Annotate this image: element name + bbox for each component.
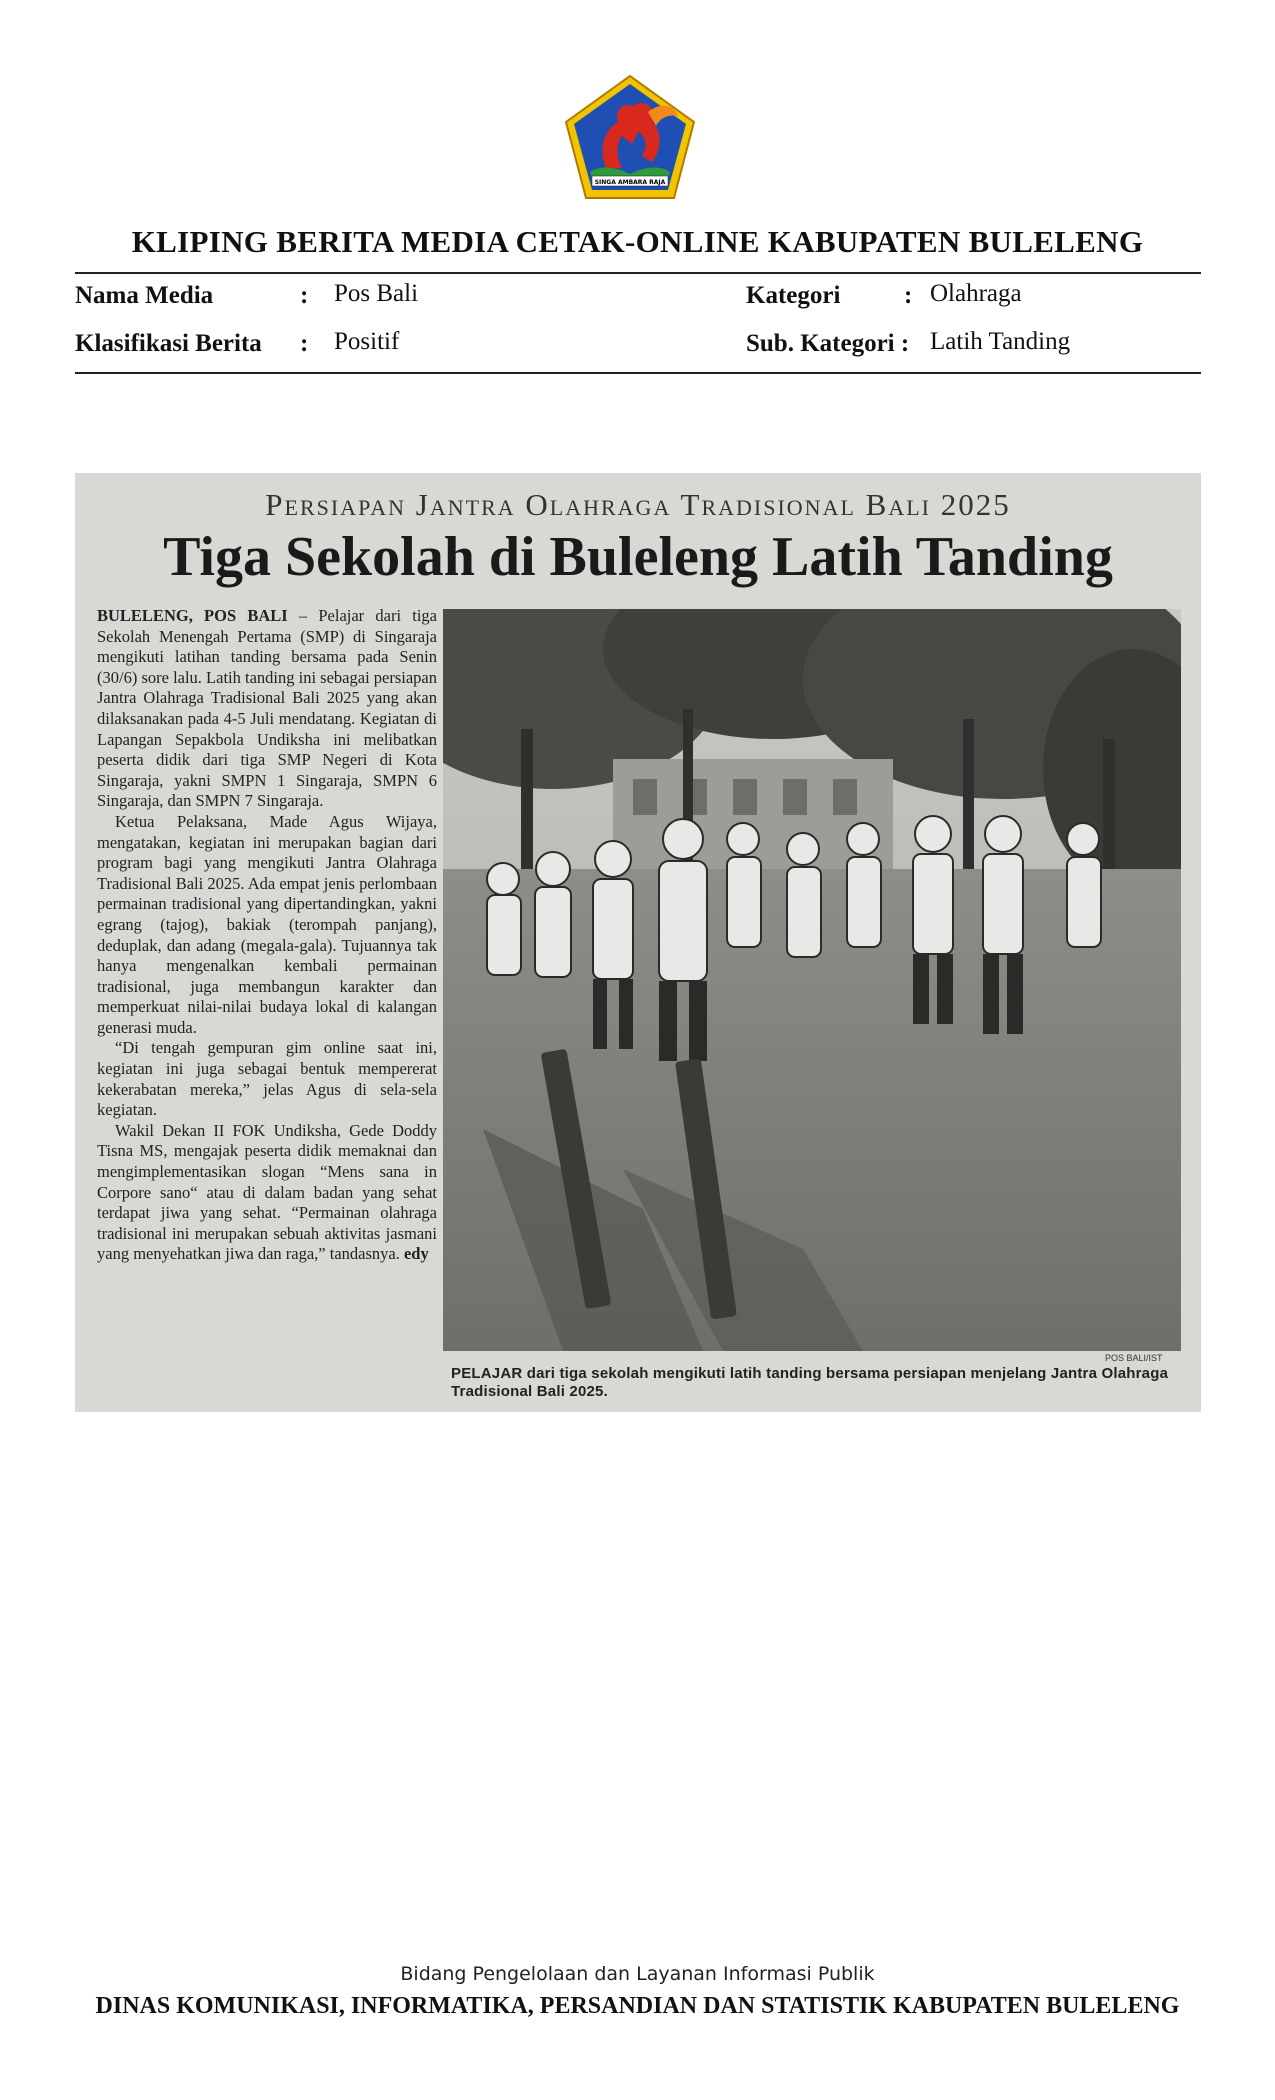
article-paragraph-1: BULELENG, POS BALI – Pelajar dari tiga Sekolah Menengah Pertama (SMP) di Singaraja mengikuti latihan tanding bersama pada Senin (30/6) sore lalu. Latih tanding ini sebagai persiapan Jantra Olahraga Tradisional Bali 2025 yang akan dilaksanakan pada 4-5 Juli mendatang. Kegiatan di Lapangan Sepakbola Undiksha ini melibatkan peserta didik dari tiga SMP Negeri di Kota Singaraja, yakni SMPN 1 Singaraja, SMPN 6 Singaraja, dan SMPN 7 Singaraja. xyxy=(97,606,437,811)
buleleng-coat-of-arms-logo xyxy=(562,72,698,202)
media-colon: : xyxy=(300,282,309,309)
article-paragraph-2: Ketua Pelaksana, Made Agus Wijaya, mengatakan, kegiatan ini merupakan bagian dari program bagi yang mengikuti Jantra Olahraga Tradisional Bali 2025. Ada empat jenis perlombaan permainan tradisional yang dipertandingkan, yakni egrang (tajog), bakiak (terompah panjang), deduplak, dan adang (megala-gala). Tujuannya tak hanya mengenalkan kembali permainan tradisional, juga membangun karakter dan memperkuat nilai-nilai budaya lokal di kalangan generasi muda. xyxy=(97,811,437,1037)
article-headline: Tiga Sekolah di Buleleng Latih Tanding xyxy=(163,526,1113,588)
photo-credit: POS BALI/IST xyxy=(1105,1353,1163,1363)
klasifikasi-value: Positif xyxy=(334,328,400,355)
footer-agency: DINAS KOMUNIKASI, INFORMATIKA, PERSANDIAN DAN STATISTIK KABUPATEN BULELENG xyxy=(95,1993,1180,2019)
header-top-divider xyxy=(75,272,1201,274)
article-dateline: BULELENG, POS BALI xyxy=(97,606,288,625)
newspaper-clipping xyxy=(75,473,1201,1412)
article-signature: edy xyxy=(403,1244,429,1264)
logo-motto: SINGA AMBARA RAJA xyxy=(594,179,666,186)
article-kicker: Persiapan Jantra Olahraga Tradisional Bali 2025 xyxy=(265,487,1011,522)
article-body xyxy=(97,606,437,1265)
media-value: Pos Bali xyxy=(334,280,419,307)
kategori-colon: : xyxy=(904,282,913,309)
page-title: KLIPING BERITA MEDIA CETAK-ONLINE KABUPATEN BULELENG xyxy=(131,224,1144,259)
subkategori-value: Latih Tanding xyxy=(930,328,1071,355)
media-label: Nama Media xyxy=(75,282,214,309)
photo-caption: PELAJAR dari tiga sekolah mengikuti latih tanding bersama persiapan menjelang Jantra Olahraga Tradisional Bali 2025. xyxy=(451,1365,1169,1400)
subkategori-label: Sub. Kategori : xyxy=(746,330,910,357)
kategori-value: Olahraga xyxy=(930,280,1022,307)
article-paragraph-3: “Di tengah gempuran gim online saat ini, kegiatan ini juga sebagai bentuk mempererat kekerabatan mereka,” jelas Agus di sela-sela kegiatan. xyxy=(97,1038,437,1120)
header-bottom-divider xyxy=(75,372,1201,374)
article-paragraph-4: Wakil Dekan II FOK Undiksha, Gede Doddy Tisna MS, mengajak peserta didik memaknai dan mengimplementasikan slogan “Mens sana in Corpore sano“ atau di dalam badan yang sehat terdapat jiwa yang sehat. “Permainan olahraga tradisional ini merupakan sebuah aktivitas jasmani yang menyehatkan jiwa dan raga,” tandasnya. edy xyxy=(97,1120,437,1264)
klasifikasi-colon: : xyxy=(300,330,309,357)
klasifikasi-label: Klasifikasi Berita xyxy=(75,330,262,357)
kategori-label: Kategori xyxy=(746,282,841,309)
footer-division: Bidang Pengelolaan dan Layanan Informasi Publik xyxy=(400,1963,875,1985)
article-photo xyxy=(443,609,1181,1351)
